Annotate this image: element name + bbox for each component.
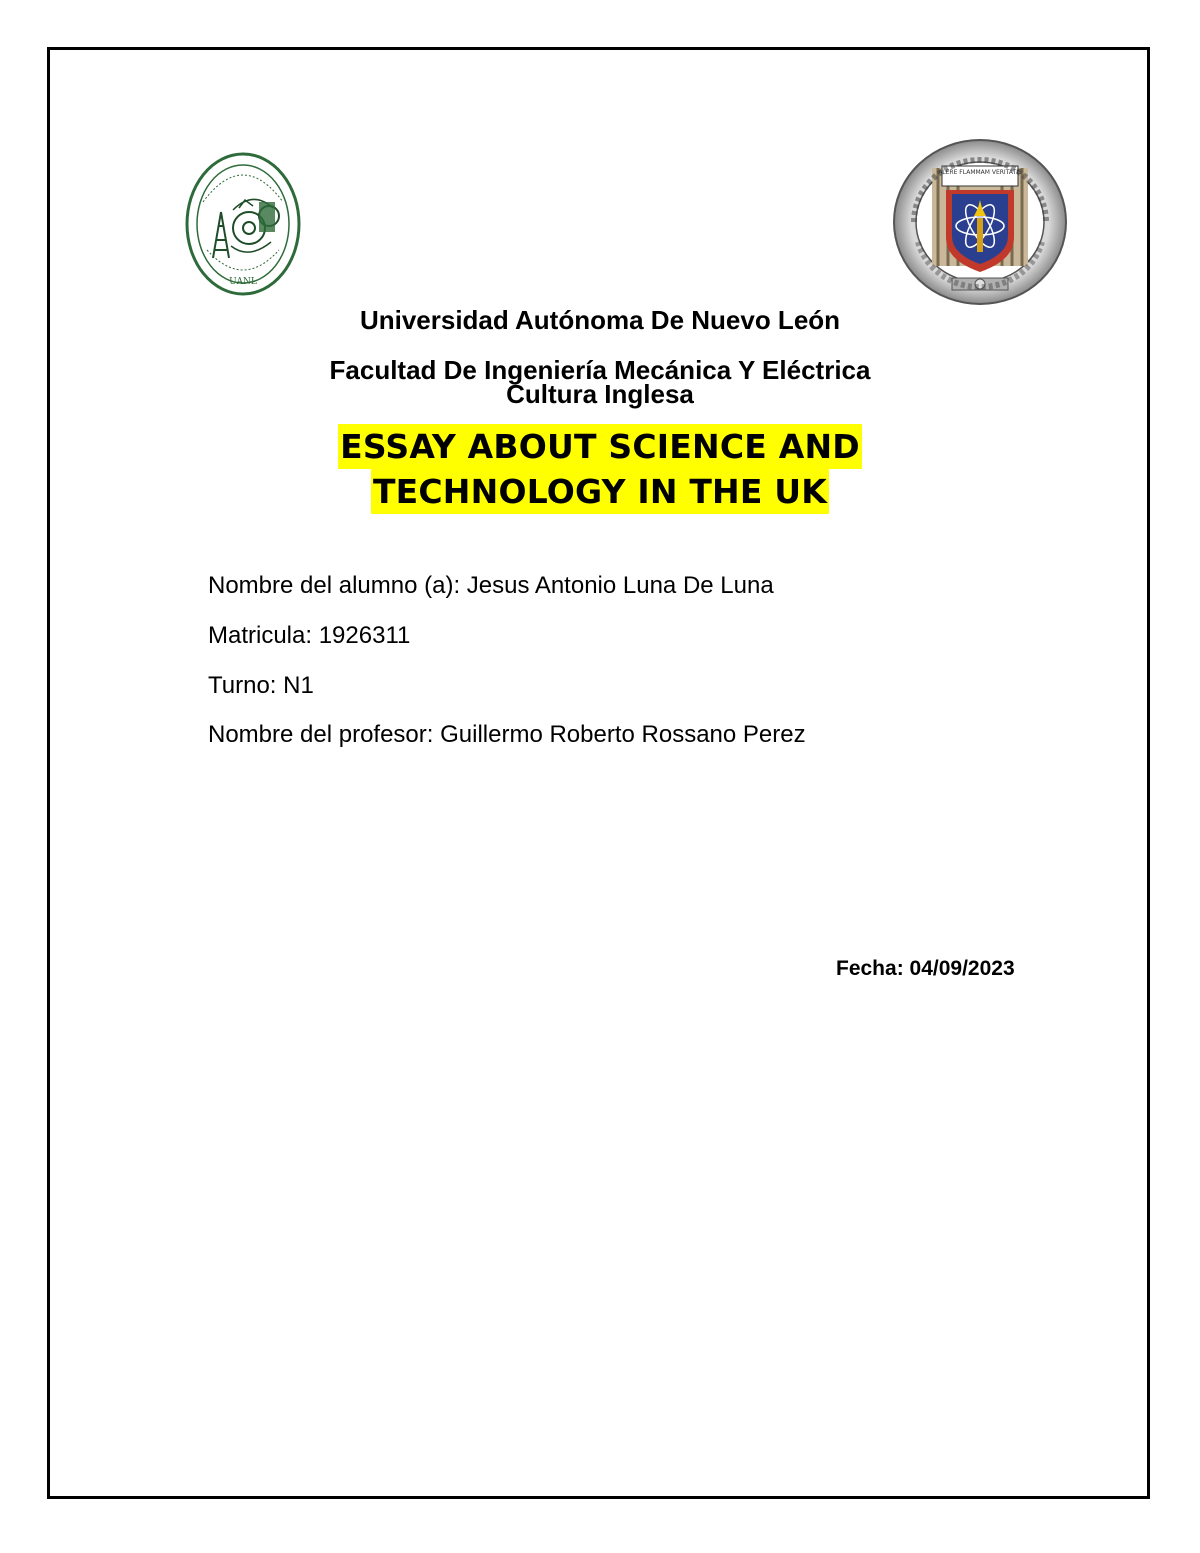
matricula-value: 1926311 [318,622,411,649]
profesor-value: Guillermo Roberto Rossano Perez [440,721,806,748]
student-value: Jesus Antonio Luna De Luna [466,572,774,599]
course-name: Cultura Inglesa [506,379,694,409]
date-label: Fecha: [836,957,904,980]
date-row [836,956,1015,982]
essay-title-line-2: TECHNOLOGY IN THE UK [371,469,829,514]
essay-title [200,424,1000,514]
turno-row [208,672,314,700]
university-name: Universidad Autónoma De Nuevo León [359,305,841,335]
uanl-crest-icon [892,138,1068,306]
matricula-label: Matricula: [208,622,313,649]
matricula-row [208,622,410,650]
turno-value: N1 [283,672,314,699]
date-value: 04/09/2023 [909,957,1015,980]
crest-banner-text: ALERE FLAMMAM VERITATIS [938,169,1022,176]
faculty-name: Facultad De Ingeniería Mecánica Y Eléctrica [329,355,871,385]
student-row [208,572,774,600]
fime-seal-icon [183,150,303,298]
seal-text: UANL [229,277,257,287]
turno-label: Turno: [208,672,277,699]
profesor-label: Nombre del profesor: [208,721,434,748]
student-label: Nombre del alumno (a): [208,572,461,599]
essay-title-line-1: ESSAY ABOUT SCIENCE AND [338,424,862,469]
profesor-row [208,721,806,749]
